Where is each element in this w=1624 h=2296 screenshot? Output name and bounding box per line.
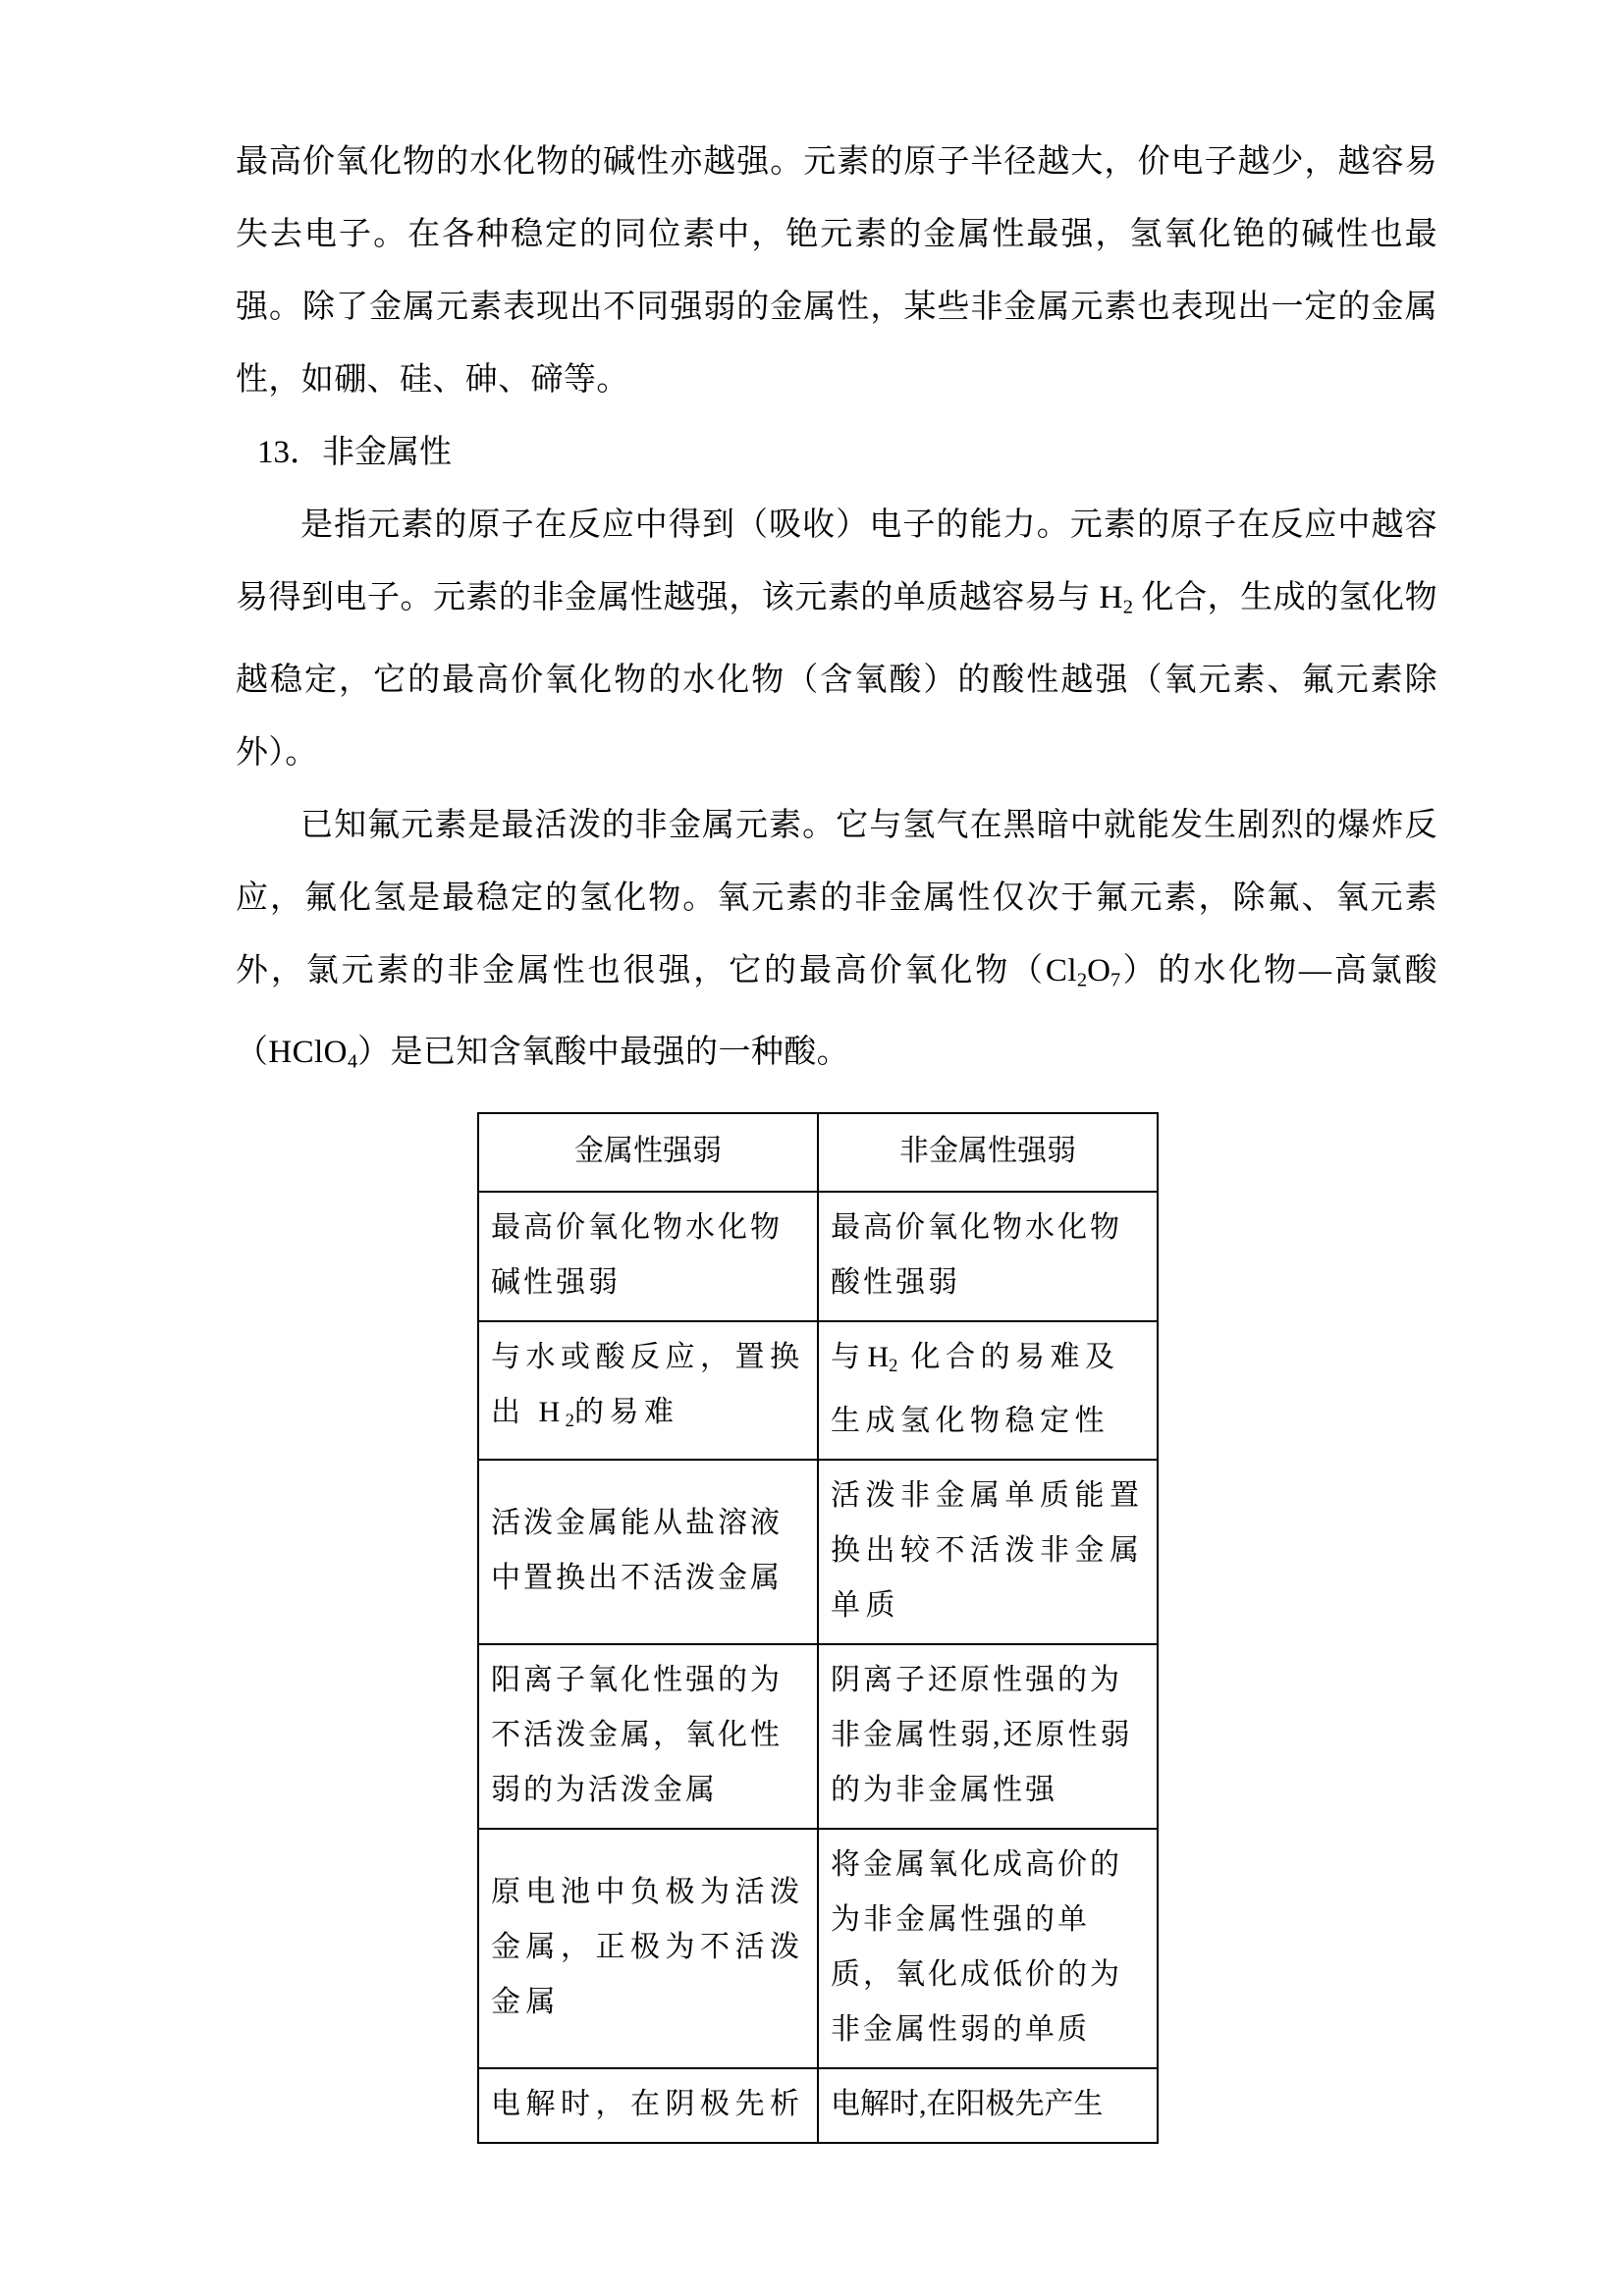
- cell-nonmetal-2-part-a: 与 H: [831, 1341, 890, 1374]
- paragraph-2: [236, 489, 1437, 789]
- table-header-row: [478, 1113, 1158, 1192]
- paragraph-2-segment-2: 化合，生成的氢化物越稳定，它的最高价氧化物的水化物（含氧酸）的酸性越强（氧元素、氟元素除外）。: [236, 580, 1437, 771]
- paragraph-1: 最高价氧化物的水化物的碱性亦越强。元素的原子半径越大，价电子越少，越容易失去电子。在各种稳定的同位素中，铯元素的金属性最强，氢氧化铯的碱性也最强。除了金属元素表现出不同强弱的金属性，某些非金属元素也表现出一定的金属性，如硼、硅、砷、碲等。: [236, 144, 1437, 398]
- paragraph-3-segment-1: 已知氟元素是最活泼的非金属元素。它与氢气在黑暗中就能发生剧烈的爆炸反应，氟化氢是最稳定的氢化物。氧元素的非金属性仅次于氟元素，除氟、氧元素外，氯元素的非金属性也很强，它的最高价氧化物（Cl: [236, 807, 1437, 988]
- paragraph-3-segment-3: ）的水化物—高氯酸（HClO: [236, 952, 1437, 1071]
- cell-metal-2-part-a: 与水或酸反应，置换出 H: [491, 1341, 805, 1429]
- subscript-o4: 4: [347, 1051, 358, 1074]
- subscript-cl2: 2: [1076, 969, 1088, 991]
- paragraph-3-segment-2: O: [1087, 952, 1110, 988]
- table-row: [478, 1321, 1158, 1460]
- table-row: [478, 1644, 1158, 1829]
- cell-metal-3: 活泼金属能从盐溶液中置换出不活泼金属: [478, 1460, 818, 1644]
- table-row: [478, 1829, 1158, 2068]
- cell-metal-6: 电解时，在阴极先析: [478, 2068, 818, 2143]
- cell-nonmetal-2-part-b: 化合的易难及生成氢化物稳定性: [831, 1341, 1120, 1438]
- cell-nonmetal-6: 电解时,在阳极先产生: [818, 2068, 1158, 2143]
- cell-nonmetal-3: 活泼非金属单质能置换出较不活泼非金属单质: [818, 1460, 1158, 1644]
- table-header-nonmetallicity: 非金属性强弱: [818, 1113, 1158, 1192]
- cell-metal-1: 最高价氧化物水化物碱性强弱: [478, 1192, 818, 1321]
- subscript-h2: 2: [565, 1411, 574, 1432]
- table-header-metallicity: 金属性强弱: [478, 1113, 818, 1192]
- subscript-o7: 7: [1110, 969, 1121, 991]
- paragraph-3-segment-4: ）是已知含氧酸中最强的一种酸。: [357, 1035, 850, 1071]
- cell-metal-4: 阳离子氧化性强的为不活泼金属，氧化性弱的为活泼金属: [478, 1644, 818, 1829]
- cell-nonmetal-5: 将金属氧化成高价的为非金属性强的单质，氧化成低价的为非金属性弱的单质: [818, 1829, 1158, 2068]
- subscript-h2: 2: [889, 1356, 898, 1377]
- table-row: [478, 2068, 1158, 2143]
- cell-metal-2: [478, 1321, 818, 1460]
- cell-nonmetal-2: [818, 1321, 1158, 1460]
- table-head: [478, 1113, 1158, 1192]
- table-row: [478, 1192, 1158, 1321]
- subscript-h2: 2: [1122, 596, 1133, 618]
- cell-nonmetal-4: 阴离子还原性强的为非金属性弱,还原性弱的为非金属性强: [818, 1644, 1158, 1829]
- metallicity-comparison-table: [477, 1112, 1159, 2144]
- section-heading-13: 13．非金属性: [257, 435, 452, 470]
- table-body: [478, 1192, 1158, 2143]
- comparison-table-wrapper: [236, 1112, 1437, 2144]
- cell-nonmetal-1: 最高价氧化物水化物酸性强弱: [818, 1192, 1158, 1321]
- cell-metal-2-part-b: 的易难: [573, 1396, 679, 1429]
- table-row: [478, 1460, 1158, 1644]
- paragraph-3: [236, 789, 1437, 1098]
- paragraph-2-segment-1: 是指元素的原子在反应中得到（吸收）电子的能力。元素的原子在反应中越容易得到电子。元素的非金属性越强，该元素的单质越容易与 H: [236, 507, 1437, 615]
- cell-metal-5: 原电池中负极为活泼金属，正极为不活泼金属: [478, 1829, 818, 2068]
